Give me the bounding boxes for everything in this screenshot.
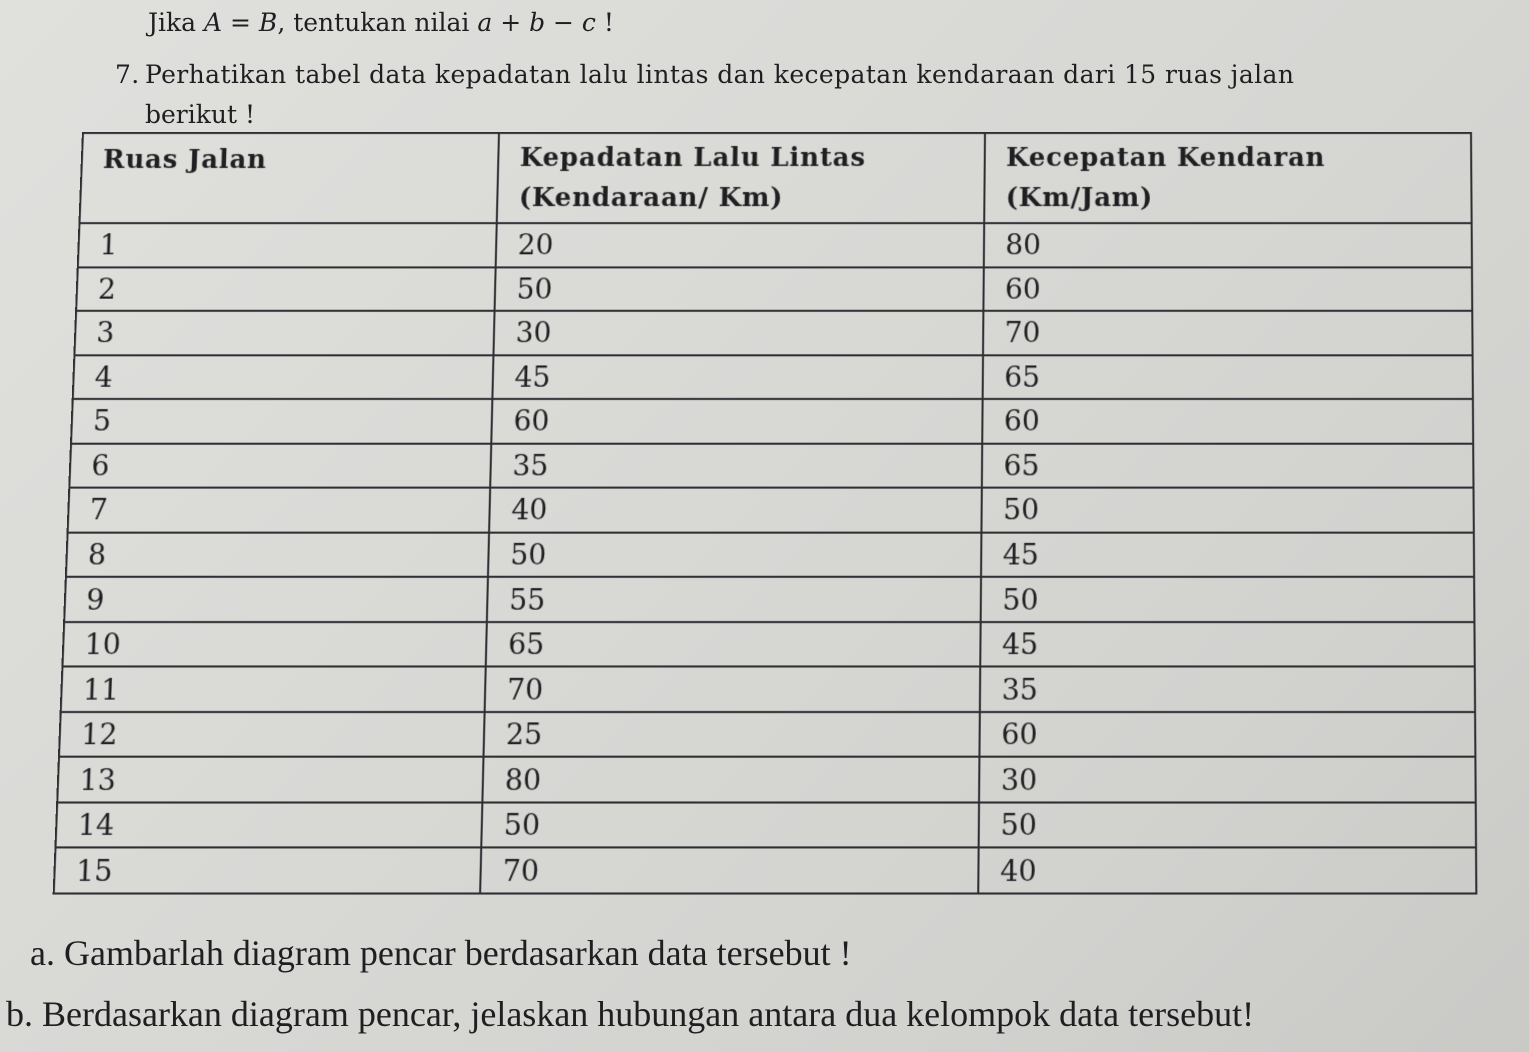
cell-kecepatan: 40 <box>978 848 1476 894</box>
cell-kepadatan: 65 <box>486 622 981 667</box>
cell-kecepatan: 45 <box>981 532 1474 577</box>
cell-kecepatan: 65 <box>982 443 1473 487</box>
cell-kepadatan: 55 <box>487 577 981 622</box>
cell-kecepatan: 50 <box>979 802 1476 847</box>
table-row <box>57 757 1475 802</box>
header-kepadatan-line-2: (Kendaraan/ Km) <box>518 183 784 214</box>
intro-suffix: ! <box>595 8 614 37</box>
cell-ruas: 2 <box>76 267 496 311</box>
table-row <box>74 311 1472 355</box>
cell-ruas: 11 <box>61 667 486 712</box>
cell-ruas: 4 <box>73 355 494 399</box>
cell-ruas: 12 <box>59 712 485 757</box>
cell-kecepatan: 50 <box>981 577 1475 622</box>
table-row <box>62 622 1474 667</box>
task-a: a. Gambarlah diagram pencar berdasarkan data tersebut ! <box>30 933 852 973</box>
cell-kepadatan: 80 <box>483 757 980 802</box>
cell-ruas: 9 <box>64 577 488 622</box>
cell-ruas: 1 <box>78 223 497 267</box>
table-row <box>68 488 1474 533</box>
table-body <box>54 223 1477 893</box>
cell-ruas: 7 <box>68 488 491 533</box>
header-kecepatan-line-1: Kecepatan Kendaran <box>1005 142 1326 173</box>
question-7-line-2: berikut ! <box>145 100 256 129</box>
cell-kepadatan: 30 <box>494 311 984 355</box>
cell-kepadatan: 45 <box>493 355 983 399</box>
intro-middle: , tentukan nilai <box>277 8 478 37</box>
cell-ruas: 5 <box>71 399 493 443</box>
question-7-line-1 <box>115 55 1435 95</box>
cell-kepadatan: 50 <box>495 267 984 311</box>
question-number: 7. <box>115 60 140 89</box>
table-row <box>69 443 1473 487</box>
previous-question-line <box>148 8 614 37</box>
cell-kecepatan: 60 <box>982 399 1473 443</box>
cell-kecepatan: 65 <box>983 355 1473 399</box>
header-kecepatan <box>984 133 1471 223</box>
table-row <box>71 399 1473 443</box>
cell-ruas: 8 <box>66 532 490 577</box>
intro-prefix: Jika <box>148 8 205 37</box>
header-kepadatan <box>497 133 985 223</box>
table-row <box>73 355 1473 399</box>
question-7-text-1: Perhatikan tabel data kepadatan lalu lintas dan kecepatan kendaraan dari 15 ruas jalan <box>145 60 1295 89</box>
task-b: b. Berdasarkan diagram pencar, jelaskan hubungan antara dua kelompok data tersebut! <box>6 994 1255 1034</box>
cell-kepadatan: 70 <box>485 667 980 712</box>
traffic-data-table <box>53 132 1478 895</box>
table-row <box>55 802 1476 847</box>
table-row <box>61 667 1475 712</box>
table-row <box>76 267 1472 311</box>
cell-kecepatan: 70 <box>983 311 1472 355</box>
data-table-wrapper <box>52 132 1487 900</box>
cell-kepadatan: 50 <box>482 802 980 847</box>
cell-kecepatan: 80 <box>984 223 1472 267</box>
intro-condition: A = B <box>204 8 278 37</box>
table-row <box>59 712 1475 757</box>
cell-ruas: 6 <box>69 443 491 487</box>
cell-kepadatan: 60 <box>492 399 983 443</box>
header-ruas-jalan-label: Ruas Jalan <box>102 144 268 176</box>
cell-ruas: 3 <box>74 311 495 355</box>
cell-kepadatan: 20 <box>496 223 984 267</box>
cell-kepadatan: 35 <box>491 443 983 487</box>
cell-kecepatan: 50 <box>982 488 1474 533</box>
cell-kecepatan: 30 <box>979 757 1475 802</box>
intro-expression: a + b − c <box>477 8 596 37</box>
header-kepadatan-line-1: Kepadatan Lalu Lintas <box>519 142 867 173</box>
table-row <box>64 577 1474 622</box>
header-ruas-jalan <box>79 133 499 223</box>
question-7 <box>115 55 1435 135</box>
cell-kepadatan: 25 <box>484 712 980 757</box>
cell-kecepatan: 45 <box>980 622 1474 667</box>
cell-kepadatan: 50 <box>488 532 981 577</box>
table-row <box>66 532 1474 577</box>
cell-kecepatan: 60 <box>984 267 1473 311</box>
cell-kecepatan: 35 <box>980 667 1475 712</box>
cell-ruas: 13 <box>57 757 484 802</box>
header-kecepatan-line-2: (Km/Jam) <box>1005 183 1154 214</box>
cell-kepadatan: 40 <box>489 488 982 533</box>
cell-ruas: 14 <box>55 802 482 847</box>
table-header-row <box>79 133 1471 223</box>
table-row <box>78 223 1472 267</box>
cell-kepadatan: 70 <box>481 848 979 894</box>
cell-kecepatan: 60 <box>980 712 1476 757</box>
table-row <box>54 848 1477 894</box>
cell-ruas: 10 <box>62 622 487 667</box>
cell-ruas: 15 <box>54 848 482 894</box>
